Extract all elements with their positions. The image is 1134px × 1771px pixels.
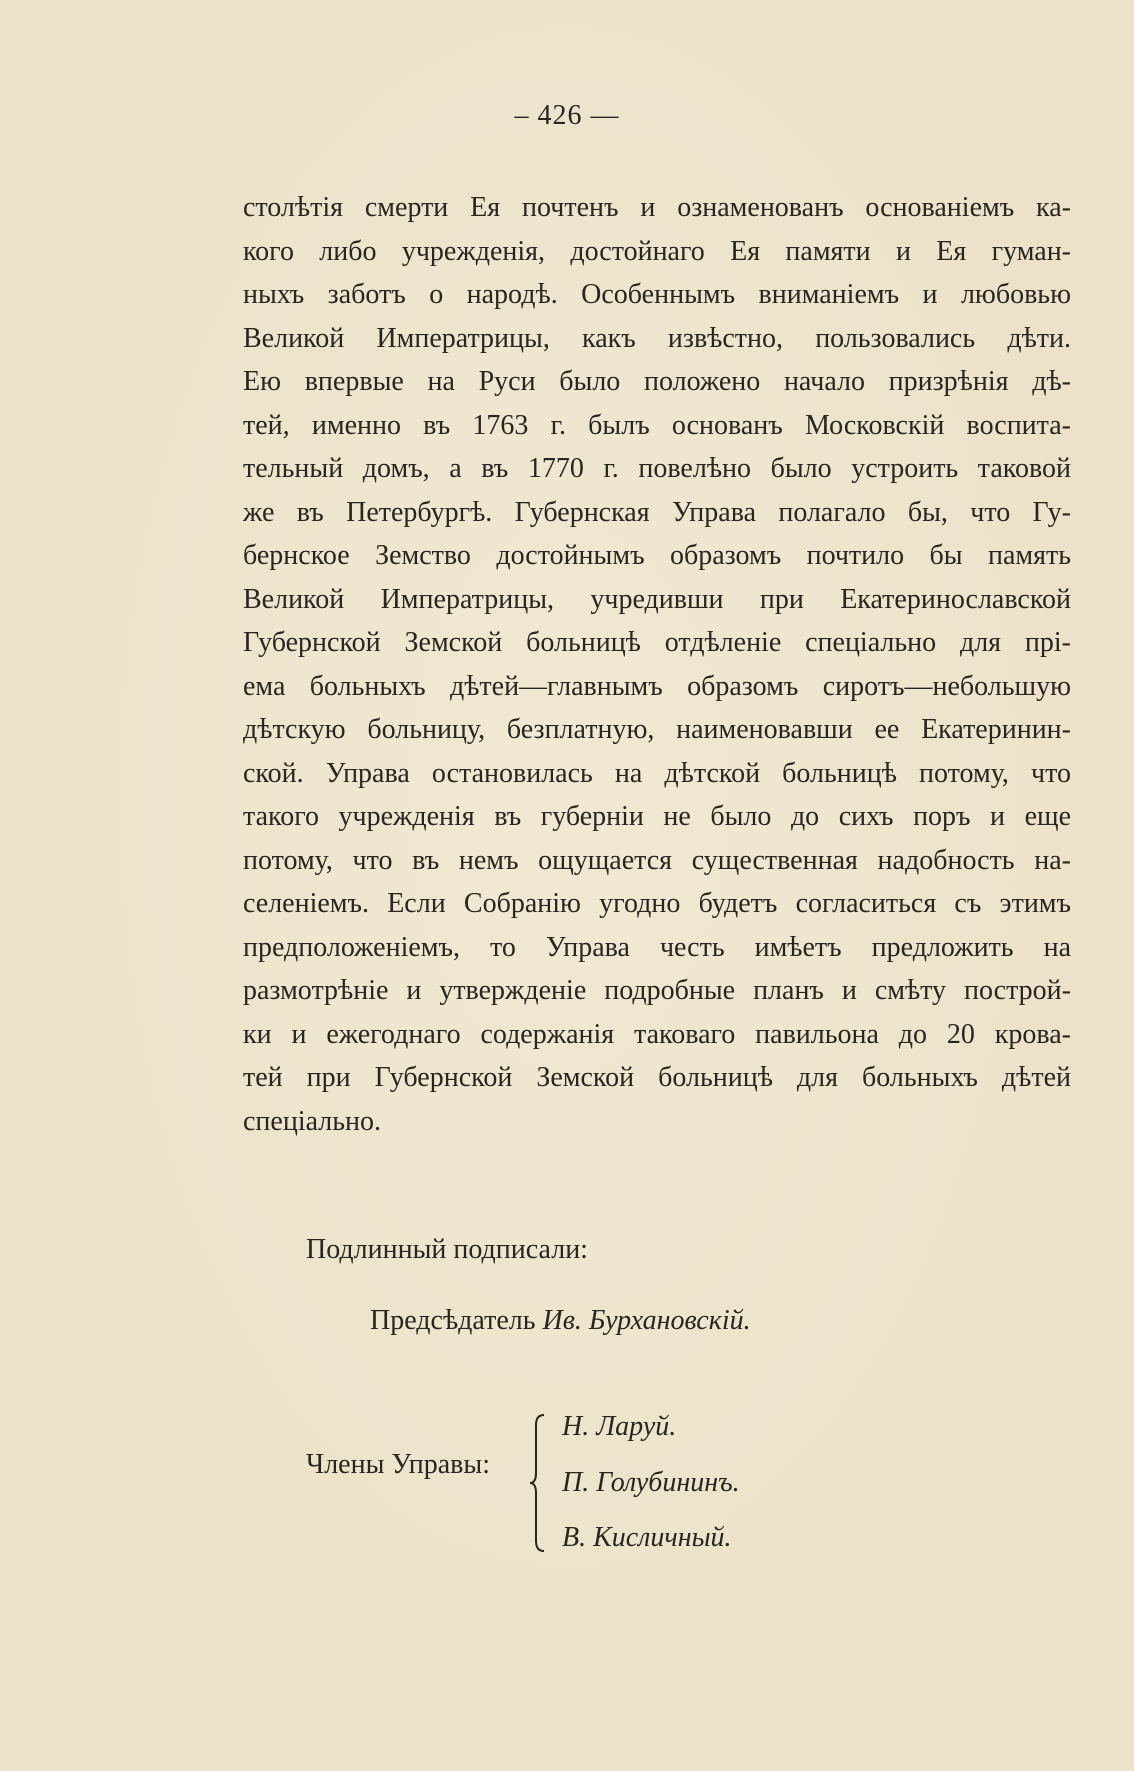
body-paragraph	[243, 186, 1071, 1143]
paragraph-line: кого либо учрежденія, достойнаго Ея памяти и Ея гуман-	[243, 235, 1071, 267]
chairman-signature	[370, 1305, 751, 1337]
curly-brace-icon	[528, 1413, 548, 1553]
paragraph-line: тей при Губернской Земской больницѣ для больныхъ дѣтей	[243, 1062, 1071, 1093]
signed-label: Подлинный подписали:	[306, 1234, 588, 1265]
paragraph-line: селеніемъ. Если Собранію угодно будетъ согласиться съ этимъ	[243, 888, 1071, 919]
paragraph-line: потому, что въ немъ ощущается существенная надобность на-	[243, 844, 1071, 876]
paragraph-line: Великой Императрицы, учредивши при Екатеринославской	[243, 583, 1071, 615]
paragraph-line: тельный домъ, а въ 1770 г. повелѣно было устроить таковой	[243, 453, 1071, 484]
members-label: Члены Управы:	[306, 1449, 490, 1480]
paragraph-line: же въ Петербургѣ. Губернская Управа полагало бы, что Гу-	[243, 496, 1071, 528]
paragraph-line: Ею впервые на Руси было положено начало призрѣнія дѣ-	[243, 366, 1071, 397]
paragraph-line: ныхъ заботъ о народѣ. Особеннымъ вниманіемъ и любовью	[243, 279, 1071, 310]
paragraph-line: бернское Земство достойнымъ образомъ почтило бы память	[243, 540, 1071, 571]
member-name: Н. Ларуй.	[562, 1411, 677, 1442]
paragraph-line: Губернской Земской больницѣ отдѣленіе спеціально для прі-	[243, 627, 1071, 658]
paragraph-line: спеціально.	[243, 1105, 382, 1137]
paragraph-line: ки и ежегоднаго содержанія таковаго павильона до 20 крова-	[243, 1018, 1071, 1050]
page-number: – 426 —	[514, 100, 620, 131]
paragraph-line: размотрѣніе и утвержденіе подробные планъ и смѣту построй-	[243, 975, 1071, 1006]
paragraph-line: Великой Императрицы, какъ извѣстно, пользовались дѣти.	[243, 322, 1071, 354]
chairman-title: Предсѣдатель	[370, 1305, 536, 1336]
member-name: В. Кисличный.	[562, 1522, 732, 1553]
paragraph-line: предположеніемъ, то Управа честь имѣетъ предложить на	[243, 931, 1071, 963]
member-name: П. Голубининъ.	[562, 1467, 740, 1498]
paragraph-line: дѣтскую больницу, безплатную, наименовавши ее Екатеринин-	[243, 714, 1071, 745]
paragraph-line: ской. Управа остановилась на дѣтской больницѣ потому, что	[243, 757, 1071, 789]
chairman-name: Ив. Бурхановскій.	[542, 1305, 751, 1336]
paragraph-line: такого учрежденія въ губерніи не было до сихъ поръ и еще	[243, 801, 1071, 832]
paragraph-line: тей, именно въ 1763 г. былъ основанъ Московскій воспита-	[243, 409, 1071, 441]
paragraph-line: ема больныхъ дѣтей—главнымъ образомъ сиротъ—небольшую	[243, 670, 1071, 702]
paragraph-line: столѣтія смерти Ея почтенъ и ознаменованъ основаніемъ ка-	[243, 192, 1071, 223]
